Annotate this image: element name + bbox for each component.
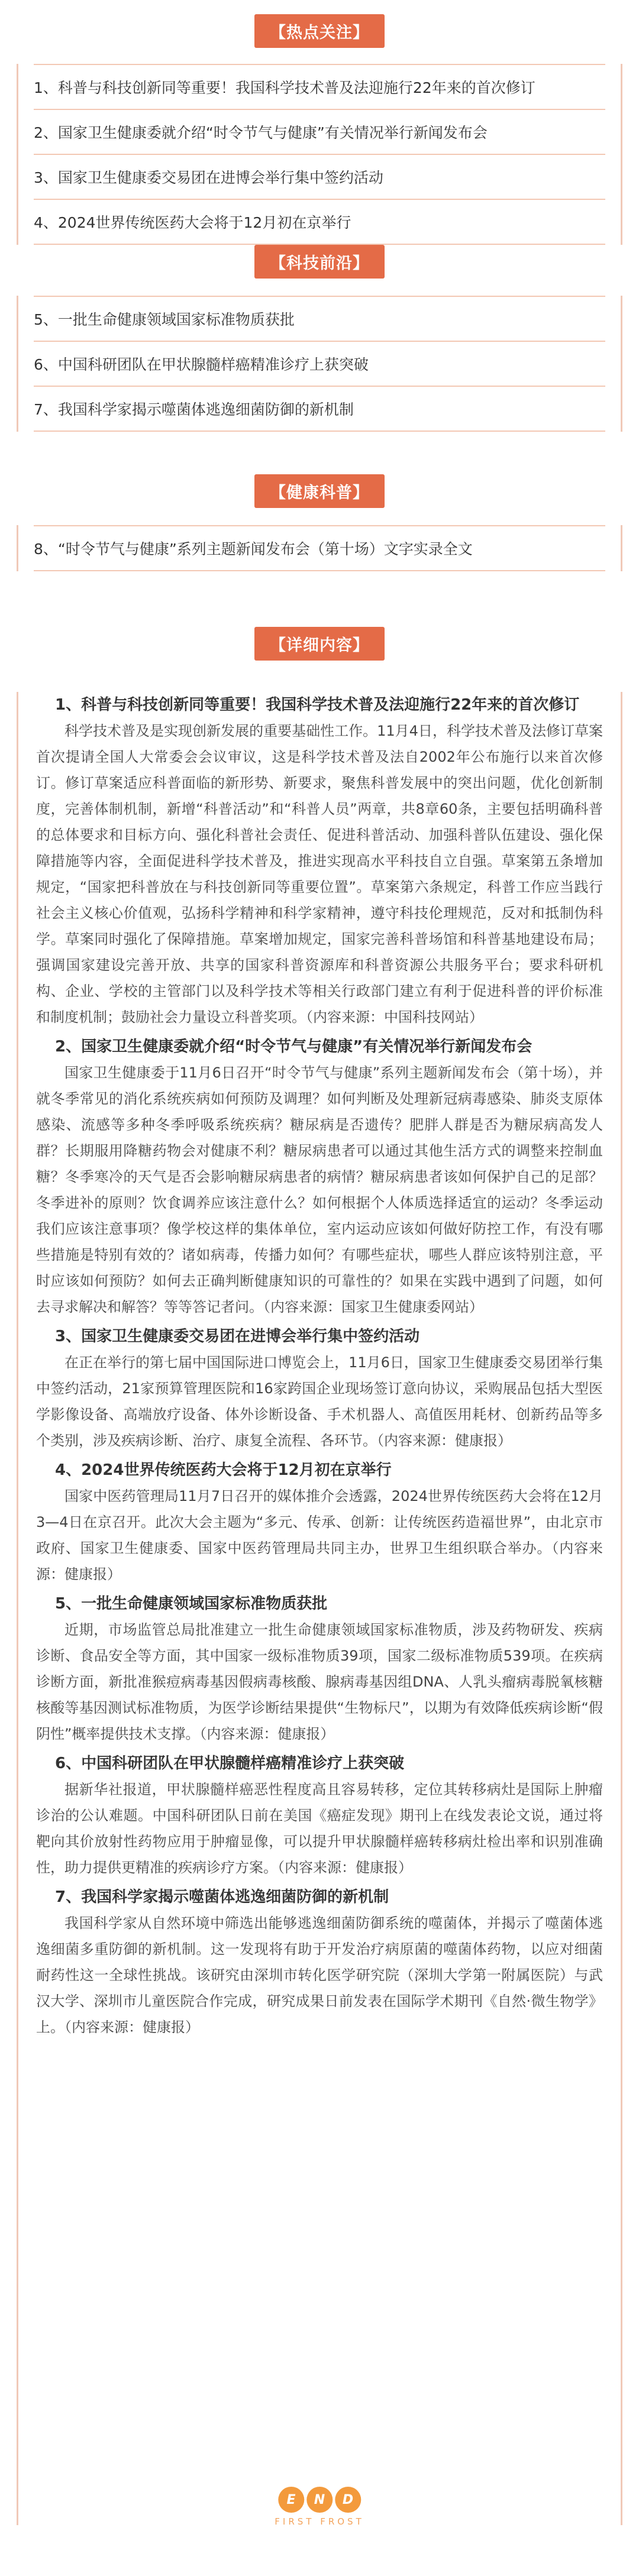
- end-logo: [275, 2487, 364, 2527]
- list-item[interactable]: 1、科普与科技创新同等重要！我国科学技术普及法迎施行22年来的首次修订: [34, 64, 605, 110]
- list-item[interactable]: 8、“时令节气与健康”系列主题新闻发布会（第十场）文字实录全文: [34, 525, 605, 571]
- section-tag-detail: 【详细内容】: [254, 627, 385, 661]
- article-5: [36, 1591, 603, 1747]
- article-title: 4、2024世界传统医药大会将于12月初在京举行: [55, 1461, 392, 1479]
- logo-subtitle: FIRST FROST: [275, 2516, 364, 2527]
- article-title: 2、国家卫生健康委就介绍“时令节气与健康”有关情况举行新闻发布会: [55, 1038, 532, 1056]
- logo-letter: D: [335, 2487, 361, 2513]
- list-item[interactable]: 6、中国科研团队在甲状腺髓样癌精准诊疗上获突破: [34, 342, 605, 387]
- article-body: 近期，市场监管总局批准建立一批生命健康领域国家标准物质，涉及药物研发、疾病诊断、食品安全等方面，其中国家一级标准物质39项，国家二级标准物质539项。在疾病诊断方面，新批准猴痘病毒基因假病毒核酸、腺病毒基因组DNA、人乳头瘤病毒脱氧核糖核酸等基因测试标准物质，为医学诊断结果提供“生物标尺”，以期为有效降低疾病诊断“假阴性”概率提供技术支撑。（内容来源：健康报）: [36, 1622, 603, 1742]
- article-2: [36, 1034, 603, 1320]
- tech-list: [17, 296, 622, 432]
- article-body: 在正在举行的第七届中国国际进口博览会上，11月6日，国家卫生健康委交易团举行集中签约活动，21家预算管理医院和16家跨国企业现场签订意向协议，采购展品包括大型医学影像设备、高端放疗设备、体外诊断设备、手术机器人、高值医用耗材、创新药品等多个类别，涉及疾病诊断、治疗、康复全流程、各环节。（内容来源：健康报）: [36, 1354, 603, 1449]
- list-item[interactable]: 2、国家卫生健康委就介绍“时令节气与健康”有关情况举行新闻发布会: [34, 110, 605, 155]
- article-1: [36, 692, 603, 1030]
- article-body: 国家中医药管理局11月7日召开的媒体推介会透露，2024世界传统医药大会将在12月3—4日在京召开。此次大会主题为“多元、传承、创新：让传统医药造福世界”，由北京市政府、国家卫生健康委、国家中医药管理局共同主办，世界卫生组织联合举办。（内容来源：健康报）: [36, 1488, 603, 1583]
- health-list: [17, 525, 622, 571]
- list-item[interactable]: 5、一批生命健康领域国家标准物质获批: [34, 296, 605, 342]
- article-body: 我国科学家从自然环境中筛选出能够逃逸细菌防御系统的噬菌体，并揭示了噬菌体逃逸细菌多重防御的新机制。这一发现将有助于开发治疗病原菌的噬菌体药物，以应对细菌耐药性这一全球性挑战。该研究由深圳市转化医学研究院（深圳大学第一附属医院）与武汉大学、深圳市儿童医院合作完成，研究成果日前发表在国际学术期刊《自然·微生物学》上。（内容来源：健康报）: [36, 1915, 603, 2035]
- article-6: [36, 1750, 603, 1881]
- article-title: 7、我国科学家揭示噬菌体逃逸细菌防御的新机制: [55, 1888, 389, 1906]
- section-tag-health: 【健康科普】: [254, 474, 385, 508]
- article-body: 科学技术普及是实现创新发展的重要基础性工作。11月4日，科学技术普及法修订草案首次提请全国人大常委会会议审议，这是科学技术普及法自2002年公布施行以来首次修订。修订草案适应科普面临的新形势、新要求，聚焦科普发展中的突出问题，优化创新制度，完善体制机制，新增“科普活动”和“科普人员”两章，共8章60条，主要包括明确科普的总体要求和目标方向、强化科普社会责任、促进科普活动、加强科普队伍建设、强化保障措施等内容，全面促进科学技术普及，推进实现高水平科技自立自强。草案第五条增加规定，“国家把科普放在与科技创新同等重要位置”。草案第六条规定，科普工作应当践行社会主义核心价值观，弘扬科学精神和科学家精神，遵守科技伦理规范，反对和抵制伪科学。草案同时强化了保障措施。草案增加规定，国家完善科普场馆和科普基地建设布局；强调国家建设完善开放、共享的国家科普资源库和科普资源公共服务平台；要求科研机构、企业、学校的主管部门以及科学技术等相关行政部门建立有利于促进科普的评价标准和制度机制；鼓励社会力量设立科普奖项。（内容来源：中国科技网站）: [36, 723, 603, 1025]
- section-tag-hot: 【热点关注】: [254, 14, 385, 48]
- section-tag-tech: 【科技前沿】: [254, 245, 385, 279]
- article-4: [36, 1457, 603, 1587]
- logo-letter: N: [306, 2487, 333, 2513]
- detail-content: [17, 692, 622, 2525]
- article-body: 据新华社报道，甲状腺髓样癌恶性程度高且容易转移，定位其转移病灶是国际上肿瘤诊治的公认难题。中国科研团队日前在美国《癌症发现》期刊上在线发表论文说，通过将靶向其价放射性药物应用于肿瘤显像，可以提升甲状腺髓样癌转移病灶检出率和识别准确性，助力提供更精准的疾病诊疗方案。（内容来源：健康报）: [36, 1781, 603, 1876]
- logo-letters: [278, 2487, 361, 2513]
- article-title: 3、国家卫生健康委交易团在进博会举行集中签约活动: [55, 1328, 420, 1345]
- list-item[interactable]: 4、2024世界传统医药大会将于12月初在京举行: [34, 200, 605, 245]
- logo-letter: E: [278, 2487, 304, 2513]
- article-title: 6、中国科研团队在甲状腺髓样癌精准诊疗上获突破: [55, 1755, 405, 1772]
- list-item[interactable]: 7、我国科学家揭示噬菌体逃逸细菌防御的新机制: [34, 387, 605, 432]
- article-7: [36, 1884, 603, 2040]
- article-3: [36, 1323, 603, 1454]
- article-body: 国家卫生健康委于11月6日召开“时令节气与健康”系列主题新闻发布会（第十场），并就冬季常见的消化系统疾病如何预防及调理？如何判断及处理新冠病毒感染、肺炎支原体感染、流感等多种冬季呼吸系统疾病？糖尿病是否遗传？肥胖人群是否为糖尿病高发人群？长期服用降糖药物会对健康不利？糖尿病患者可以通过其他生活方式的调整来控制血糖？冬季寒冷的天气是否会影响糖尿病患者的病情？糖尿病患者该如何保护自己的足部？冬季进补的原则？饮食调养应该注意什么？如何根据个人体质选择适宜的运动？冬季运动我们应该注意事项？像学校这样的集体单位，室内运动应该如何做好防控工作，有没有哪些措施是特别有效的？诸如病毒，传播力如何？有哪些症状，哪些人群应该特别注意，平时应该如何预防？如何去正确判断健康知识的可靠性的？如果在实践中遇到了问题，如何去寻求解决和解答？等等答记者问。（内容来源：国家卫生健康委网站）: [36, 1064, 603, 1315]
- article-title: 5、一批生命健康领域国家标准物质获批: [55, 1595, 328, 1613]
- article-title: 1、科普与科技创新同等重要！我国科学技术普及法迎施行22年来的首次修订: [55, 696, 580, 714]
- hot-list: [17, 64, 622, 245]
- list-item[interactable]: 3、国家卫生健康委交易团在进博会举行集中签约活动: [34, 155, 605, 200]
